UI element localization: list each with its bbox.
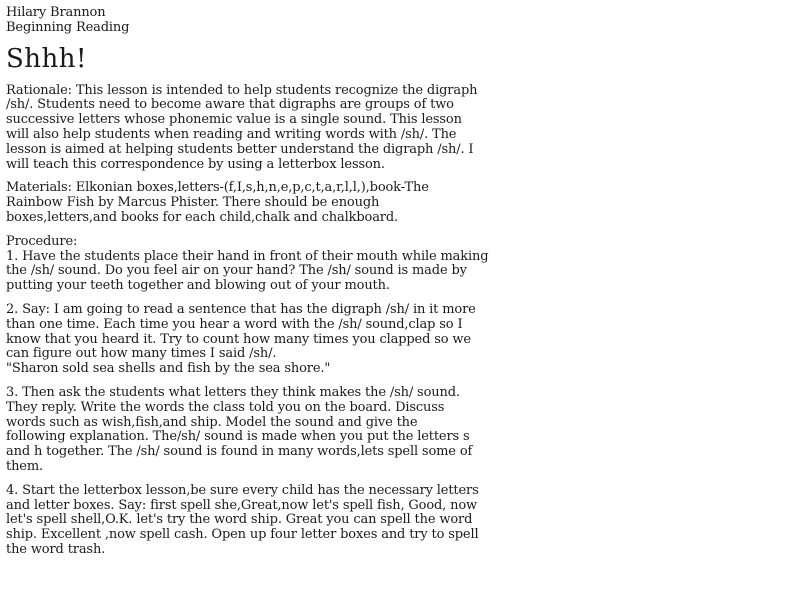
procedure-step-line: words such as wish,fish,and ship. Model the sound and give the xyxy=(6,414,418,430)
rationale-line: will also help students when reading and writing words with /sh/. The xyxy=(6,126,457,142)
procedure-step-line: ship. Excellent ,now spell cash. Open up four letter boxes and try to spell xyxy=(6,527,479,543)
rationale-line: lesson is aimed at helping students better understand the digraph /sh/. I xyxy=(6,141,474,157)
procedure-step-1 xyxy=(6,250,500,294)
materials-paragraph xyxy=(6,181,500,225)
document-page xyxy=(6,6,500,567)
procedure-step-line: putting your teeth together and blowing out of your mouth. xyxy=(6,278,390,294)
procedure-step-line: 2. Say: I am going to read a sentence that has the digraph /sh/ in it more xyxy=(6,301,476,317)
procedure-step-4 xyxy=(6,484,500,558)
rationale-line: Rationale: This lesson is intended to help students recognize the digraph xyxy=(6,82,478,98)
document-header xyxy=(6,6,500,36)
procedure-step-line: know that you heard it. Try to count how many times you clapped so we xyxy=(6,331,471,347)
procedure-heading: Procedure: xyxy=(6,233,78,249)
materials-line: Materials: Elkonian boxes,letters-(f,I,s,h,n,e,p,c,t,a,r,l,l,),book-The xyxy=(6,180,429,196)
procedure-step-line: than one time. Each time you hear a word with the /sh/ sound,clap so I xyxy=(6,316,463,332)
procedure-step-line: following explanation. The/sh/ sound is made when you put the letters s xyxy=(6,429,470,445)
page-title: Shhh! xyxy=(6,43,87,74)
rationale-line: successive letters whose phonemic value is a single sound. This lesson xyxy=(6,112,462,128)
procedure-step-2 xyxy=(6,303,500,377)
procedure-step-line: can figure out how many times I said /sh/. xyxy=(6,346,277,362)
procedure-step-line: the /sh/ sound. Do you feel air on your hand? The /sh/ sound is made by xyxy=(6,263,467,279)
materials-line: Rainbow Fish by Marcus Phister. There should be enough xyxy=(6,195,380,211)
rationale-paragraph xyxy=(6,84,500,173)
procedure-step-quote: "Sharon sold sea shells and fish by the sea shore." xyxy=(6,361,331,377)
procedure-step-3 xyxy=(6,386,500,475)
procedure-step-line: 3. Then ask the students what letters they think makes the /sh/ sound. xyxy=(6,384,460,400)
procedure-step-line: them. xyxy=(6,458,43,474)
procedure-step-line: the word trash. xyxy=(6,541,106,557)
procedure-step-line: let's spell shell,O.K. let's try the word ship. Great you can spell the word xyxy=(6,512,473,528)
procedure-step-line: and letter boxes. Say: first spell she,Great,now let's spell fish, Good, now xyxy=(6,497,478,513)
procedure-step-line: They reply. Write the words the class told you on the board. Discuss xyxy=(6,399,445,415)
procedure-heading-block xyxy=(6,235,500,250)
rationale-line: /sh/. Students need to become aware that digraphs are groups of two xyxy=(6,97,454,113)
materials-line: boxes,letters,and books for each child,chalk and chalkboard. xyxy=(6,209,399,225)
procedure-step-line: and h together. The /sh/ sound is found in many words,lets spell some of xyxy=(6,444,473,460)
rationale-line: will teach this correspondence by using a letterbox lesson. xyxy=(6,156,385,172)
procedure-step-line: 1. Have the students place their hand in front of their mouth while making xyxy=(6,248,489,264)
author-name: Hilary Brannon xyxy=(6,5,106,20)
course-name: Beginning Reading xyxy=(6,19,130,35)
procedure-step-line: 4. Start the letterbox lesson,be sure every child has the necessary letters xyxy=(6,482,479,498)
